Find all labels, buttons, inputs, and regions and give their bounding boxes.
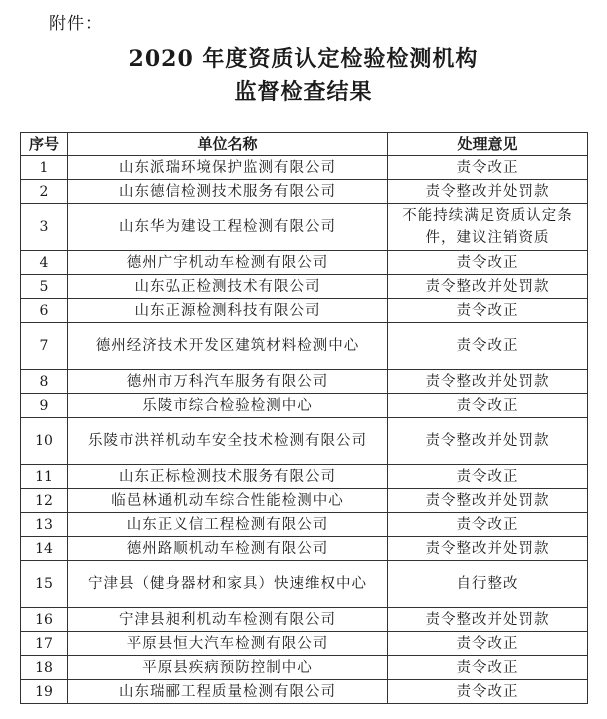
handling-opinion: 自行整改 — [388, 561, 588, 608]
organization-name: 山东正义信工程检测有限公司 — [68, 513, 388, 537]
organization-name: 宁津县昶利机动车检测有限公司 — [68, 608, 388, 632]
table-row — [21, 323, 588, 370]
row-number: 13 — [21, 513, 68, 537]
table-header-row — [21, 133, 588, 156]
row-number: 11 — [21, 465, 68, 489]
handling-opinion: 责令整改并处罚款 — [388, 608, 588, 632]
header-organization-name: 单位名称 — [68, 133, 388, 156]
organization-name: 临邑林通机动车综合性能检测中心 — [68, 489, 388, 513]
table-row — [21, 561, 588, 608]
organization-name: 平原县疾病预防控制中心 — [68, 656, 388, 680]
table-row — [21, 632, 588, 656]
organization-name: 山东正标检测技术服务有限公司 — [68, 465, 388, 489]
organization-name: 德州路顺机动车检测有限公司 — [68, 537, 388, 561]
organization-name: 山东德信检测技术服务有限公司 — [68, 180, 388, 204]
table-row — [21, 299, 588, 323]
organization-name: 乐陵市洪祥机动车安全技术检测有限公司 — [68, 418, 388, 465]
document-title-line-2: 监督检查结果 — [234, 79, 373, 105]
handling-opinion: 责令整改并处罚款 — [388, 275, 588, 299]
row-number: 1 — [21, 156, 68, 180]
row-number: 14 — [21, 537, 68, 561]
table-row — [21, 489, 588, 513]
handling-opinion: 责令改正 — [388, 323, 588, 370]
row-number: 8 — [21, 370, 68, 394]
table-row — [21, 513, 588, 537]
document-title-line-1: 2020 年度资质认定检验检测机构 — [128, 46, 479, 72]
handling-opinion: 责令改正 — [388, 680, 588, 704]
table-row — [21, 418, 588, 465]
handling-opinion: 责令改正 — [388, 156, 588, 180]
handling-opinion: 责令整改并处罚款 — [388, 370, 588, 394]
row-number: 7 — [21, 323, 68, 370]
organization-name: 平原县恒大汽车检测有限公司 — [68, 632, 388, 656]
organization-name: 乐陵市综合检验检测中心 — [68, 394, 388, 418]
handling-opinion: 责令整改并处罚款 — [388, 537, 588, 561]
table-row — [21, 465, 588, 489]
handling-opinion: 责令改正 — [388, 394, 588, 418]
row-number: 3 — [21, 204, 68, 251]
organization-name: 宁津县（健身器材和家具）快速维权中心 — [68, 561, 388, 608]
organization-name: 山东瑞郦工程质量检测有限公司 — [68, 680, 388, 704]
table-row — [21, 608, 588, 632]
handling-opinion: 责令改正 — [388, 251, 588, 275]
table-row — [21, 656, 588, 680]
organization-name: 山东派瑞环境保护监测有限公司 — [68, 156, 388, 180]
table-row — [21, 537, 588, 561]
organization-name: 山东华为建设工程检测有限公司 — [68, 204, 388, 251]
handling-opinion: 责令整改并处罚款 — [388, 180, 588, 204]
row-number: 19 — [21, 680, 68, 704]
row-number: 16 — [21, 608, 68, 632]
row-number: 2 — [21, 180, 68, 204]
row-number: 4 — [21, 251, 68, 275]
row-number: 12 — [21, 489, 68, 513]
handling-opinion: 责令改正 — [388, 299, 588, 323]
row-number: 5 — [21, 275, 68, 299]
header-serial-number: 序号 — [21, 133, 68, 156]
table-row — [21, 680, 588, 704]
row-number: 6 — [21, 299, 68, 323]
organization-name: 山东正源检测科技有限公司 — [68, 299, 388, 323]
organization-name: 德州广宇机动车检测有限公司 — [68, 251, 388, 275]
handling-opinion: 责令整改并处罚款 — [388, 489, 588, 513]
organization-name: 山东弘正检测技术有限公司 — [68, 275, 388, 299]
handling-opinion: 责令改正 — [388, 632, 588, 656]
table-row — [21, 204, 588, 251]
row-number: 18 — [21, 656, 68, 680]
row-number: 17 — [21, 632, 68, 656]
row-number: 10 — [21, 418, 68, 465]
organization-name: 德州市万科汽车服务有限公司 — [68, 370, 388, 394]
table-row — [21, 180, 588, 204]
handling-opinion: 责令改正 — [388, 465, 588, 489]
table-row — [21, 275, 588, 299]
table-row — [21, 394, 588, 418]
table-row — [21, 251, 588, 275]
organization-name: 德州经济技术开发区建筑材料检测中心 — [68, 323, 388, 370]
handling-opinion: 不能持续满足资质认定条件，建议注销资质 — [388, 204, 588, 251]
table-row — [21, 370, 588, 394]
header-handling-opinion: 处理意见 — [388, 133, 588, 156]
table-row — [21, 156, 588, 180]
row-number: 9 — [21, 394, 68, 418]
handling-opinion: 责令改正 — [388, 656, 588, 680]
handling-opinion: 责令整改并处罚款 — [388, 418, 588, 465]
attachment-label: 附件： — [49, 14, 103, 34]
handling-opinion: 责令改正 — [388, 513, 588, 537]
row-number: 15 — [21, 561, 68, 608]
results-table — [20, 132, 588, 704]
